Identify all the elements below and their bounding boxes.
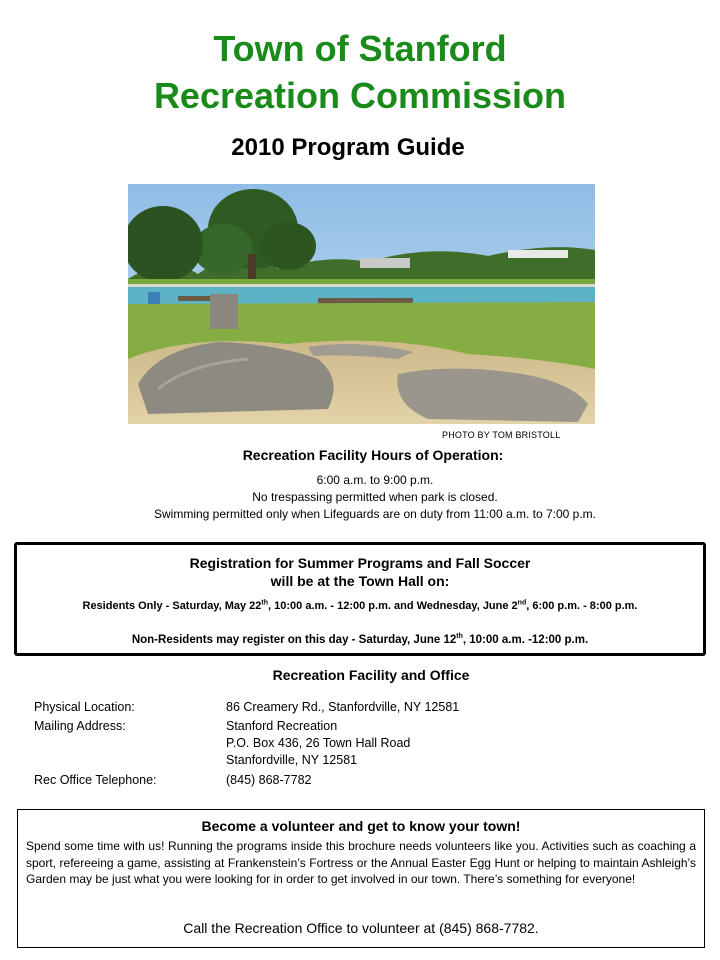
registration-heading-line-2: will be at the Town Hall on:	[270, 573, 450, 589]
hours-heading: Recreation Facility Hours of Operation:	[242, 447, 504, 463]
facility-value: P.O. Box 436, 26 Town Hall Road	[226, 736, 411, 750]
park-photo	[128, 184, 595, 424]
registration-heading-line-1: Registration for Summer Programs and Fall Soccer	[189, 555, 531, 571]
residents-text-b: , 10:00 a.m. - 12:00 p.m. and Wednesday, June 2	[268, 600, 518, 612]
program-guide-subtitle: 2010 Program Guide	[231, 134, 465, 161]
residents-sup-2: nd	[517, 599, 527, 607]
nonresidents-text-b: , 10:00 a.m. -12:00 p.m.	[462, 634, 589, 646]
residents-registration	[17, 600, 703, 612]
registration-box	[14, 542, 706, 656]
hours-line-3: Swimming permitted only when Lifeguards are on duty from 11:00 a.m. to 7:00 p.m.	[154, 507, 596, 521]
facility-label: Rec Office Telephone:	[34, 773, 157, 787]
facility-value: Stanfordville, NY 12581	[226, 753, 358, 767]
volunteer-box	[17, 809, 705, 948]
nonresidents-registration	[17, 634, 703, 646]
facility-heading: Recreation Facility and Office	[272, 667, 470, 683]
facility-value: 86 Creamery Rd., Stanfordville, NY 12581	[226, 700, 460, 714]
volunteer-body: Spend some time with us! Running the programs inside this brochure needs volunteers like you. Activities such as coaching a sport, refereeing a game, assisting at Frankenstein’s Fortress or the Annual Easter Egg Hunt or helping to maintain Ashleigh’s Garden may be just what you were looking for in order to get involved in our town. There’s something for everyone!	[26, 839, 696, 886]
hours-line-1: 6:00 a.m. to 9:00 p.m.	[316, 473, 434, 487]
nonresidents-sup: th	[456, 633, 463, 641]
residents-sup-1: th	[261, 599, 269, 607]
photo-credit: PHOTO BY TOM BRISTOLL	[442, 430, 561, 440]
registration-heading	[17, 554, 703, 590]
hours-text	[0, 472, 720, 523]
nonresidents-text-a: Non-Residents may register on this day - Saturday, June 12	[131, 634, 457, 646]
facility-label: Mailing Address:	[34, 719, 126, 733]
title-line-1: Town of Stanford	[213, 28, 507, 69]
residents-text-c: , 6:00 p.m. - 8:00 p.m.	[526, 600, 638, 612]
residents-text-a: Residents Only - Saturday, May 22	[82, 600, 262, 612]
hours-line-2: No trespassing permitted when park is closed.	[252, 490, 498, 504]
facility-label: Physical Location:	[34, 700, 135, 714]
volunteer-heading: Become a volunteer and get to know your town!	[201, 818, 521, 834]
facility-value: (845) 868-7782	[226, 773, 312, 787]
title-line-2: Recreation Commission	[153, 75, 567, 116]
volunteer-call: Call the Recreation Office to volunteer at (845) 868-7782.	[183, 920, 539, 936]
facility-value: Stanford Recreation	[226, 719, 338, 733]
